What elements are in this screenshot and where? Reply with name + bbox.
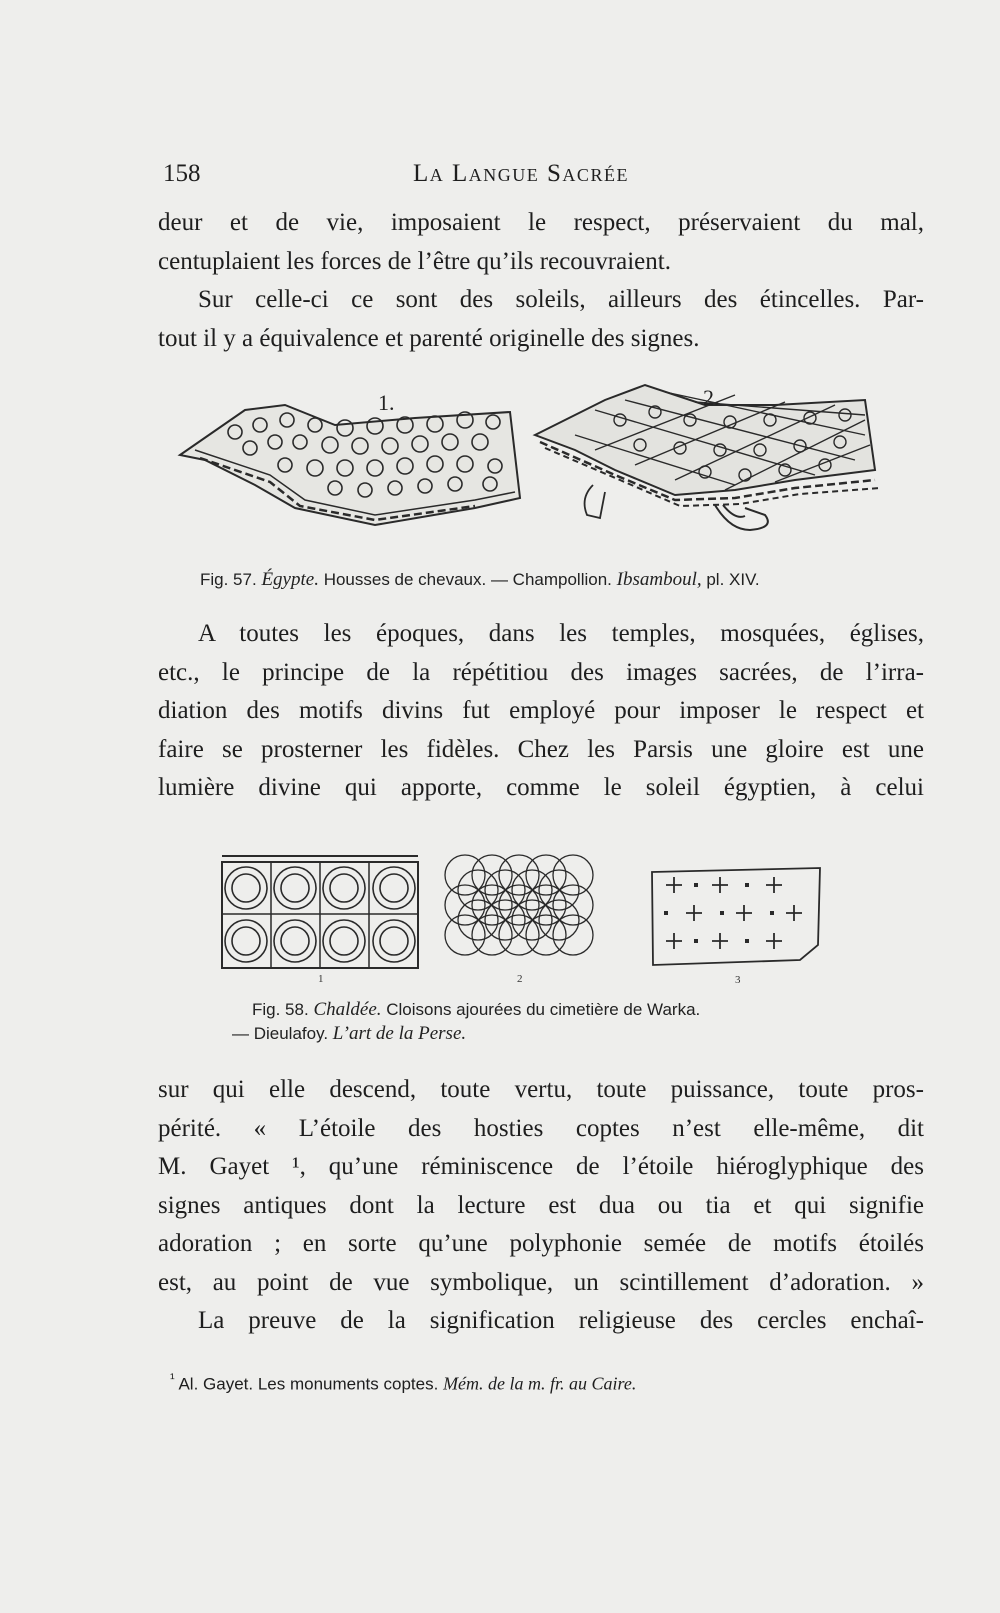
fig58-caption-work: L’art de la Perse.	[332, 1023, 467, 1044]
page-header	[163, 160, 923, 194]
fig58-label-2: 2	[517, 973, 523, 985]
text-line: lumière divine qui apporte, comme le soleil égyptien, à celui	[158, 774, 924, 801]
text-line: etc., le principe de la répétitiou des images sacrées, de l’irra-	[158, 658, 924, 686]
fig57-caption-ref: pl. XIV.	[706, 570, 760, 589]
running-title: La Langue Sacrée	[413, 160, 629, 187]
fig58-caption	[232, 998, 700, 1046]
fig58-caption-place: Chaldée.	[313, 999, 382, 1020]
footnote	[170, 1370, 636, 1395]
fig58-caption-line2: — Dieulafoy.	[232, 1024, 329, 1043]
fig57-illustration	[175, 380, 905, 555]
fig58-label-1: 1	[318, 973, 324, 985]
fig57-label-2: 2.	[703, 385, 720, 410]
text-line: faire se prosterner les fidèles. Chez les Parsis une gloire est une	[158, 735, 924, 763]
footnote-mark: ¹	[170, 1370, 175, 1386]
footnote-work: Mém. de la m. fr. au Caire.	[443, 1373, 637, 1394]
text-line: Sur celle-ci ce sont des soleils, ailleurs des étincelles. Par-	[198, 286, 924, 313]
text-line: adoration ; en sorte qu’une polyphonie semée de motifs étoilés	[158, 1230, 924, 1257]
text-line: signes antiques dont la lecture est dua ou tia et qui signifie	[158, 1191, 924, 1219]
paragraph-3	[158, 1071, 924, 1341]
text-line: diation des motifs divins fut employé pour imposer le respect et	[158, 697, 924, 724]
paragraph-1	[158, 204, 924, 358]
fig58-caption-text: Cloisons ajourées du cimetière de Warka.	[386, 1000, 701, 1019]
text-line: deur et de vie, imposaient le respect, préservaient du mal,	[158, 209, 924, 236]
fig58-label-3: 3	[735, 974, 741, 985]
footnote-text: Al. Gayet. Les monuments coptes.	[178, 1374, 439, 1394]
fig57-caption-text: Housses de chevaux. — Champollion.	[323, 570, 612, 589]
fig57-caption-place: Égypte.	[261, 569, 319, 590]
text-line: tout il y a équivalence et parenté originelle des signes.	[158, 324, 700, 352]
text-line: périté. « L’étoile des hosties coptes n’est elle-même, dit	[158, 1114, 924, 1142]
page-number: 158	[163, 160, 201, 187]
text-line: A toutes les époques, dans les temples, mosquées, églises,	[198, 620, 924, 647]
text-line: est, au point de vue symbolique, un scintillement d’adoration. »	[158, 1268, 924, 1296]
fig57-caption-fig: Fig. 57.	[200, 570, 257, 589]
text-line: M. Gayet ¹, qu’une réminiscence de l’étoile hiéroglyphique des	[158, 1153, 924, 1180]
fig57-caption-work: Ibsamboul,	[616, 569, 702, 590]
text-line: sur qui elle descend, toute vertu, toute puissance, toute pros-	[158, 1076, 924, 1103]
text-line: centuplaient les forces de l’être qu’ils recouvraient.	[158, 247, 671, 275]
fig58-caption-fig: Fig. 58.	[252, 1000, 309, 1019]
paragraph-2	[158, 615, 924, 808]
fig57-label-1: 1.	[378, 390, 395, 415]
fig57-caption	[200, 568, 760, 592]
text-line: La preuve de la signification religieuse des cercles enchaî-	[198, 1307, 924, 1334]
fig58-illustration	[220, 850, 850, 985]
